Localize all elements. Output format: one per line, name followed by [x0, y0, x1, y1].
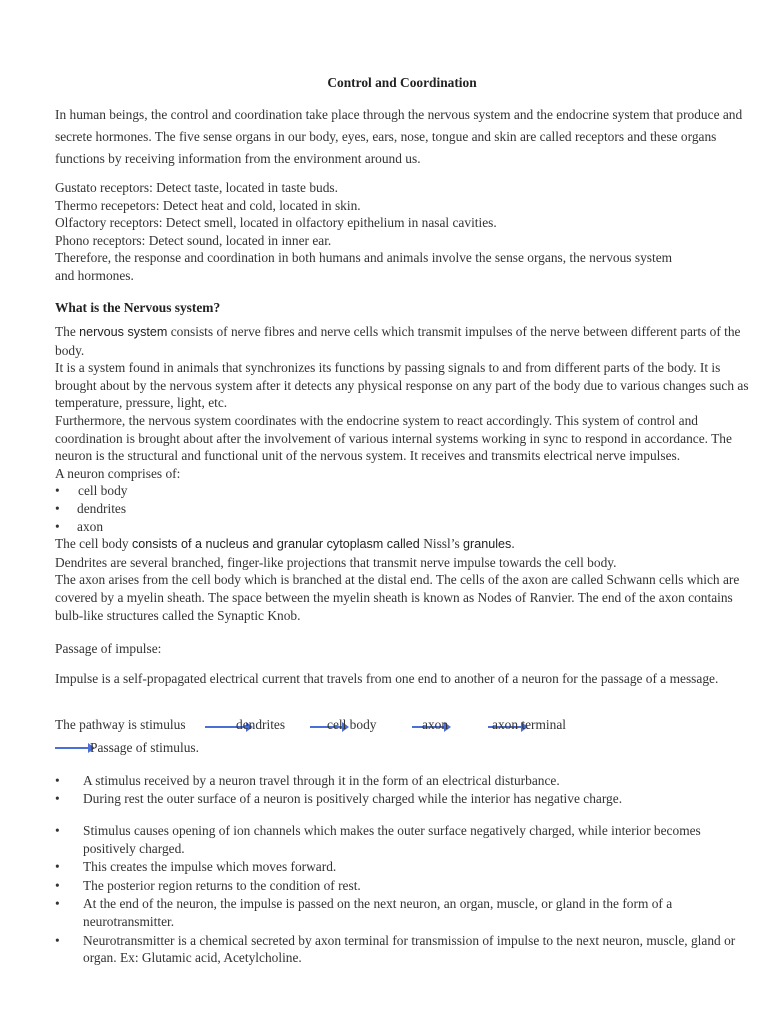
definition-text: consists of nerve fibres and nerve cells which transmit impulses of the nerve between different parts of the body. [55, 324, 741, 358]
nervous-system-paragraph: It is a system found in animals that synchronizes its functions by passing signals to and from different parts of the body. It is brought about by the nervous system after it detects any physical response on any part of the body due to various changes such as temperature, pressure, light, etc. Furthermore, the nervous system coordinates with the endocrine system to react accordingly. This system of control and coordination is brought about after the involvement of various internal systems working in sync to respond in accordance. The neuron is the structural and functional unit of the nervous system. It receives and transmits electrical nerve impulses. A neuron comprises of: [55, 360, 749, 481]
bullet: • [55, 859, 60, 875]
bullet: • [55, 877, 60, 893]
receptor-line: Thermo recepetors: Detect heat and cold, located in skin. [55, 197, 361, 213]
list-item: • This creates the impulse which moves forward. [55, 859, 337, 875]
pathway-step: axon terminal [492, 717, 566, 732]
bullet: • [55, 483, 60, 499]
pathway-diagram [0, 716, 768, 756]
therefore-paragraph: Therefore, the response and coordination in both humans and animals involve the sense organs, the nervous system and hormones. [55, 250, 673, 283]
nervous-system-definition [55, 323, 750, 359]
receptor-line: Olfactory receptors: Detect smell, located in olfactory epithelium in nasal cavities. [55, 215, 497, 231]
bullet: • [55, 500, 60, 516]
pathway-step: axon [422, 717, 449, 732]
bullet: • [55, 518, 60, 534]
bullet: • [55, 790, 60, 806]
list-item: • The posterior region returns to the condition of rest. [55, 877, 361, 893]
neuron-parts-list [55, 482, 750, 535]
section-heading: What is the Nervous system? [55, 300, 221, 315]
list-item: • During rest the outer surface of a neuron is positively charged while the interior has negative charge. [55, 790, 623, 806]
receptor-line: Gustato receptors: Detect taste, located in taste buds. [55, 180, 338, 195]
list-item: • axon [55, 518, 104, 534]
bullet: • [55, 773, 60, 788]
impulse-bullets-a [55, 772, 750, 807]
definition-prefix: The [55, 324, 80, 339]
intro-paragraph: In human beings, the control and coordination take place through the nervous system and the endocrine system that produce and secrete hormones. The five sense organs in our body, eyes, ears, nose, tongue and skin are called receptors and these organs functions by receiving information from the environment around us. [55, 107, 743, 166]
receptor-list [55, 179, 755, 285]
cell-body-paragraph: The cell body consists of a nucleus and granular cytoplasm called Nissl’s granules. [55, 536, 515, 552]
impulse-bullets-b [55, 822, 750, 967]
nervous-system-term: nervous system [79, 325, 168, 339]
arrow-icon [55, 747, 93, 749]
list-item: • cell body [55, 483, 128, 499]
list-item: • At the end of the neuron, the impulse is passed on the next neuron, an organ, muscle, or gland in the form of a neurotransmitter. [55, 896, 673, 929]
passage-heading: Passage of impulse: [55, 641, 162, 656]
page-title: Control and Coordination [327, 75, 477, 90]
bullet: • [55, 823, 60, 838]
list-item: • dendrites [55, 500, 127, 516]
pathway-step: cell body [327, 717, 377, 732]
list-item: • Stimulus causes opening of ion channels which makes the outer surface negatively charged, while interior becomes positively charged. [55, 823, 701, 856]
nervous-system-section [55, 323, 750, 624]
bullet: • [55, 932, 60, 948]
receptor-line: Phono receptors: Detect sound, located in inner ear. [55, 232, 332, 248]
pathway-step: dendrites [236, 717, 286, 732]
list-item: • A stimulus received by a neuron travel through it in the form of an electrical disturbance. [55, 773, 560, 788]
list-item: • Neurotransmitter is a chemical secreted by axon terminal for transmission of impulse to the next neuron, muscle, gland or organ. Ex: Glutamic acid, Acetylcholine. [55, 932, 736, 966]
dendrites-axon-paragraph: Dendrites are several branched, finger-like projections that transmit nerve impulse towards the cell body. The axon arises from the cell body which is branched at the distal end. The cells of the axon are called Schwann cells which are covered by a myelin sheath. The space between the myelin sheath is known as Nodes of Ranvier. The end of the axon contains bulb-like structures called the Synaptic Knob. [55, 554, 740, 623]
bullet: • [55, 896, 60, 912]
impulse-definition: Impulse is a self-propagated electrical current that travels from one end to another of a neuron for the passage of a message. [55, 671, 719, 686]
pathway-lead: The pathway is stimulus [55, 717, 186, 732]
pathway-end: Passage of stimulus. [90, 740, 199, 755]
